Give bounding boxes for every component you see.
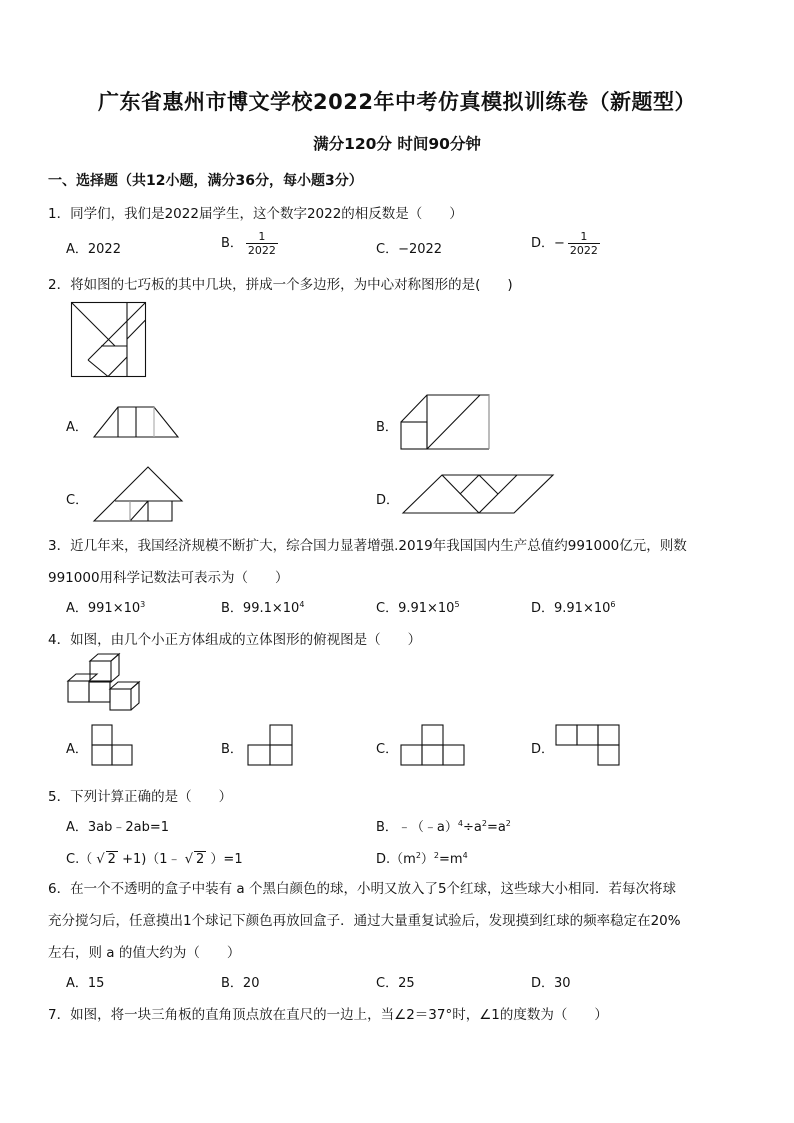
q4-option-c[interactable]: C． xyxy=(376,742,399,757)
q6-option-a[interactable]: A．15 xyxy=(66,976,105,991)
section-heading: 一、选择题（共12小题，满分36分，每小题3分） xyxy=(48,173,363,189)
q2-option-b-figure xyxy=(400,394,490,450)
question-4-stem: 4．如图，由几个小正方体组成的立体图形的俯视图是（ ） xyxy=(48,632,422,648)
q2-option-b[interactable]: B． xyxy=(376,420,398,435)
q1-option-b[interactable] xyxy=(221,230,278,257)
q5-option-d[interactable]: $D.(m^2)^2=m^4$ xyxy=(376,851,468,867)
q4-option-a[interactable]: A． xyxy=(66,742,88,757)
q2-option-d[interactable]: D． xyxy=(376,493,400,508)
question-1-stem: 1．同学们，我们是2022届学生，这个数字2022的相反数是（ ） xyxy=(48,206,463,222)
q1-option-b-fraction: $\frac{1}{2022}$ xyxy=(247,230,276,257)
q1-option-a[interactable]: A．2022 xyxy=(66,242,121,257)
tangram-figure xyxy=(71,302,146,377)
q1-option-d[interactable] xyxy=(531,230,600,257)
q6-option-d[interactable]: D．30 xyxy=(531,976,571,991)
q6-option-c[interactable]: C．25 xyxy=(376,976,415,991)
q4-option-b[interactable]: B． xyxy=(221,742,243,757)
q3-option-b[interactable]: B．$99.1\times 10^4$ xyxy=(221,600,305,616)
q5-option-b[interactable]: B．$﹣(﹣a)^4\div a^2=a^2$ xyxy=(376,819,511,835)
question-3-line-2: 991000用科学记数法可表示为（ ） xyxy=(48,570,289,586)
q2-option-c-figure xyxy=(93,466,183,522)
q5-option-a[interactable]: A．3ab﹣2ab=1 xyxy=(66,820,170,835)
question-2-stem: 2．将如图的七巧板的其中几块，拼成一个多边形，为中心对称图形的是( ) xyxy=(48,277,513,293)
question-5-stem: 5．下列计算正确的是（ ） xyxy=(48,789,233,805)
q2-option-a-figure xyxy=(93,406,179,438)
q1-option-d-label: D．− xyxy=(531,236,565,251)
exam-subtitle: 满分120分 时间90分钟 xyxy=(313,135,481,153)
cube-stack-figure xyxy=(67,653,143,713)
question-7-stem: 7．如图，将一块三角板的直角顶点放在直尺的一边上，当∠2＝37°时，∠1的度数为（ ） xyxy=(48,1007,608,1023)
q4-option-a-figure xyxy=(91,724,134,767)
q3-option-d[interactable]: D．$9.91\times 10^6$ xyxy=(531,600,616,616)
q1-option-b-label: B． xyxy=(221,236,243,251)
exam-title: 广东省惠州市博文学校2022年中考仿真模拟训练卷（新题型） xyxy=(98,90,696,114)
question-6-line-2: 充分搅匀后，任意摸出1个球记下颜色再放回盒子．通过大量重复试验后，发现摸到红球的频率稳定在20% xyxy=(48,913,681,929)
q5-option-c[interactable]: C.（ √ 2 +1)（1﹣ √ 2 ）=1 xyxy=(66,852,243,867)
question-3-line-1: 3．近几年来，我国经济规模不断扩大，综合国力显著增强.2019年我国国内生产总值约991000亿元，则数 xyxy=(48,538,687,554)
q4-option-d[interactable]: D． xyxy=(531,742,555,757)
q1-option-c[interactable]: C．−2022 xyxy=(376,242,443,257)
q3-option-c[interactable]: C．$9.91\times 10^5$ xyxy=(376,600,460,616)
question-6-line-3: 左右，则 a 的值大约为（ ） xyxy=(48,945,241,961)
question-6-line-1: 6．在一个不透明的盒子中装有 a 个黑白颜色的球，小明又放入了5个红球，这些球大小相同．若每次将球 xyxy=(48,881,677,897)
q2-option-d-figure xyxy=(402,474,554,514)
q4-option-b-figure xyxy=(245,724,295,767)
q2-option-a[interactable]: A． xyxy=(66,420,88,435)
q4-option-d-figure xyxy=(555,724,621,767)
q4-option-c-figure xyxy=(400,724,466,767)
q6-option-b[interactable]: B．20 xyxy=(221,976,260,991)
q1-option-d-fraction: $\frac{1}{2022}$ xyxy=(569,230,598,257)
q2-option-c[interactable]: C． xyxy=(66,493,89,508)
q3-option-a[interactable]: A．$991\times 10^3$ xyxy=(66,600,146,616)
